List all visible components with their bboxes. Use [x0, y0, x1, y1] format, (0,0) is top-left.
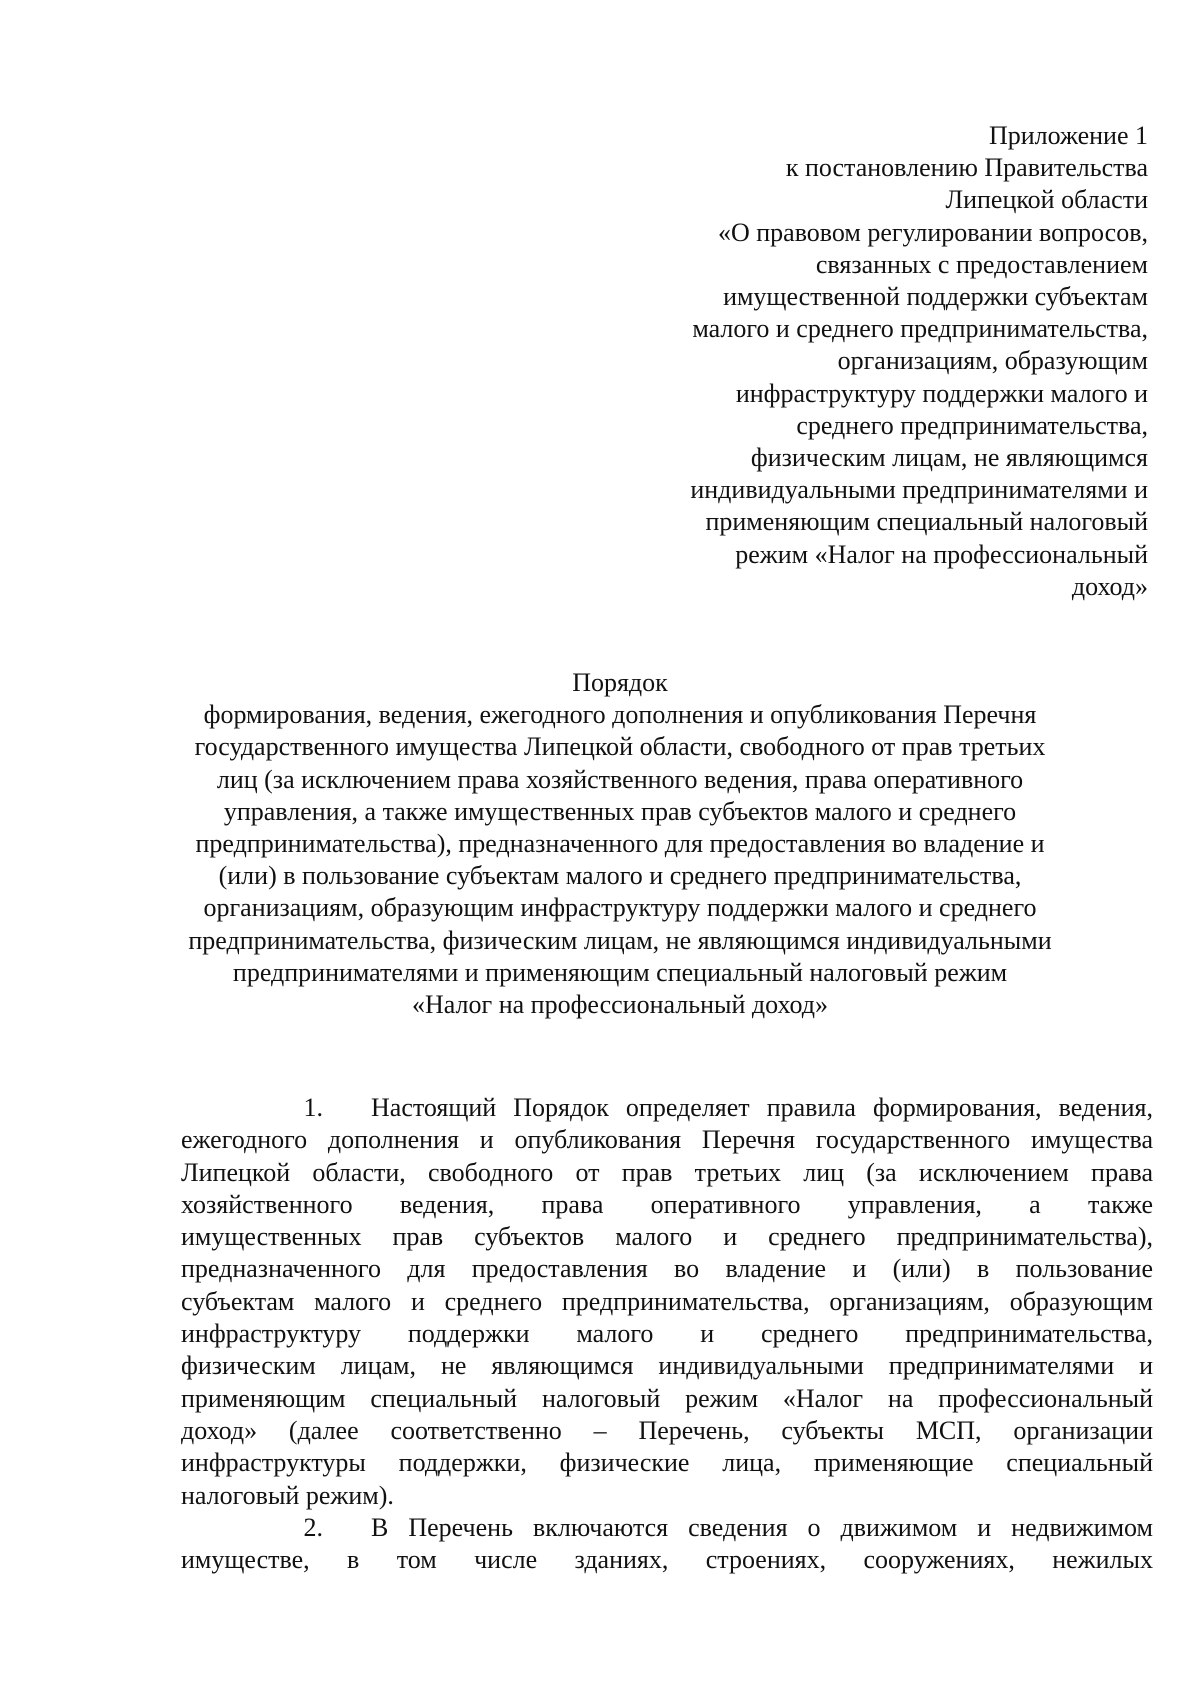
appendix-line: физическим лицам, не являющимся — [750, 443, 1148, 473]
appendix-line: применяющим специальный налоговый — [705, 507, 1148, 537]
paragraph-line: применяющим специальный налоговый режим «Налог на профессиональный — [181, 1383, 1153, 1413]
appendix-line: доход» — [1071, 571, 1148, 601]
paragraph-line: ежегодного дополнения и опубликования Перечня государственного имущества — [181, 1125, 1153, 1155]
paragraph-number: 2. — [303, 1512, 323, 1542]
document-title — [160, 667, 1080, 1021]
appendix-line: Липецкой области — [945, 185, 1148, 215]
paragraph-line: Липецкой области, свободного от прав третьих лиц (за исключением права — [181, 1157, 1153, 1187]
paragraph-line: субъектам малого и среднего предпринимательства, организациям, образующим — [181, 1286, 1153, 1316]
appendix-line: к постановлению Правительства — [785, 153, 1148, 183]
title-line: формирования, ведения, ежегодного дополнения и опубликования Перечня — [203, 700, 1037, 730]
paragraph-line: инфраструктуры поддержки, физические лица, применяющие специальный — [181, 1448, 1153, 1478]
appendix-line: инфраструктуру поддержки малого и — [735, 378, 1148, 408]
paragraph-line: инфраструктуру поддержки малого и среднего предпринимательства, — [181, 1319, 1153, 1349]
title-heading: Порядок — [572, 668, 668, 697]
paragraph-number: 1. — [303, 1093, 323, 1122]
title-line: управления, а также имущественных прав субъектов малого и среднего — [223, 796, 1017, 826]
appendix-line: имущественной поддержки субъектам — [723, 282, 1148, 312]
appendix-line: связанных с предоставлением — [815, 249, 1148, 279]
paragraph-line: хозяйственного ведения, права оперативного управления, а также — [181, 1189, 1153, 1219]
title-line: (или) в пользование субъектам малого и среднего предпринимательства, — [218, 861, 1022, 891]
paragraph-line: имущественных прав субъектов малого и среднего предпринимательства), — [181, 1222, 1153, 1252]
paragraph-line: доход» (далее соответственно – Перечень, субъекты МСП, организации — [181, 1415, 1153, 1445]
title-line: организациям, образующим инфраструктуру поддержки малого и среднего — [203, 893, 1037, 923]
appendix-line: среднего предпринимательства, — [796, 410, 1148, 440]
appendix-line: индивидуальными предпринимателями и — [690, 475, 1148, 505]
appendix-line: «О правовом регулировании вопросов, — [717, 217, 1148, 247]
appendix-line: Приложение 1 — [988, 121, 1148, 150]
title-line: лиц (за исключением права хозяйственного ведения, права оперативного — [216, 764, 1024, 794]
appendix-header — [588, 120, 1148, 603]
paragraph-first-line — [181, 1092, 1153, 1124]
appendix-line: организациям, образующим — [837, 346, 1148, 376]
paragraph-line: Настоящий Порядок определяет правила формирования, ведения, — [371, 1093, 1153, 1122]
paragraph-1 — [181, 1092, 1153, 1512]
title-line: государственного имущества Липецкой области, свободного от прав третьих — [194, 732, 1046, 762]
appendix-line: малого и среднего предпринимательства, — [692, 314, 1148, 344]
paragraph-line: В Перечень включаются сведения о движимом и недвижимом — [371, 1512, 1153, 1542]
paragraph-first-line — [181, 1512, 1153, 1544]
title-line: предпринимателями и применяющим специальный налоговый режим — [232, 957, 1008, 987]
paragraph-line: физическим лицам, не являющимся индивидуальными предпринимателями и — [181, 1351, 1153, 1381]
paragraph-line: имуществе, в том числе зданиях, строениях, сооружениях, нежилых — [181, 1545, 1153, 1575]
title-line: «Налог на профессиональный доход» — [412, 990, 828, 1020]
paragraph-2 — [181, 1512, 1153, 1577]
document-body — [181, 1092, 1153, 1576]
paragraph-line: предназначенного для предоставления во владение и (или) в пользование — [181, 1254, 1153, 1284]
paragraph-line: налоговый режим). — [181, 1480, 394, 1510]
title-line: предпринимательства), предназначенного для предоставления во владение и — [195, 829, 1045, 859]
appendix-line: режим «Налог на профессиональный — [735, 539, 1148, 569]
title-line: предпринимательства, физическим лицам, не являющимся индивидуальными — [188, 925, 1052, 955]
